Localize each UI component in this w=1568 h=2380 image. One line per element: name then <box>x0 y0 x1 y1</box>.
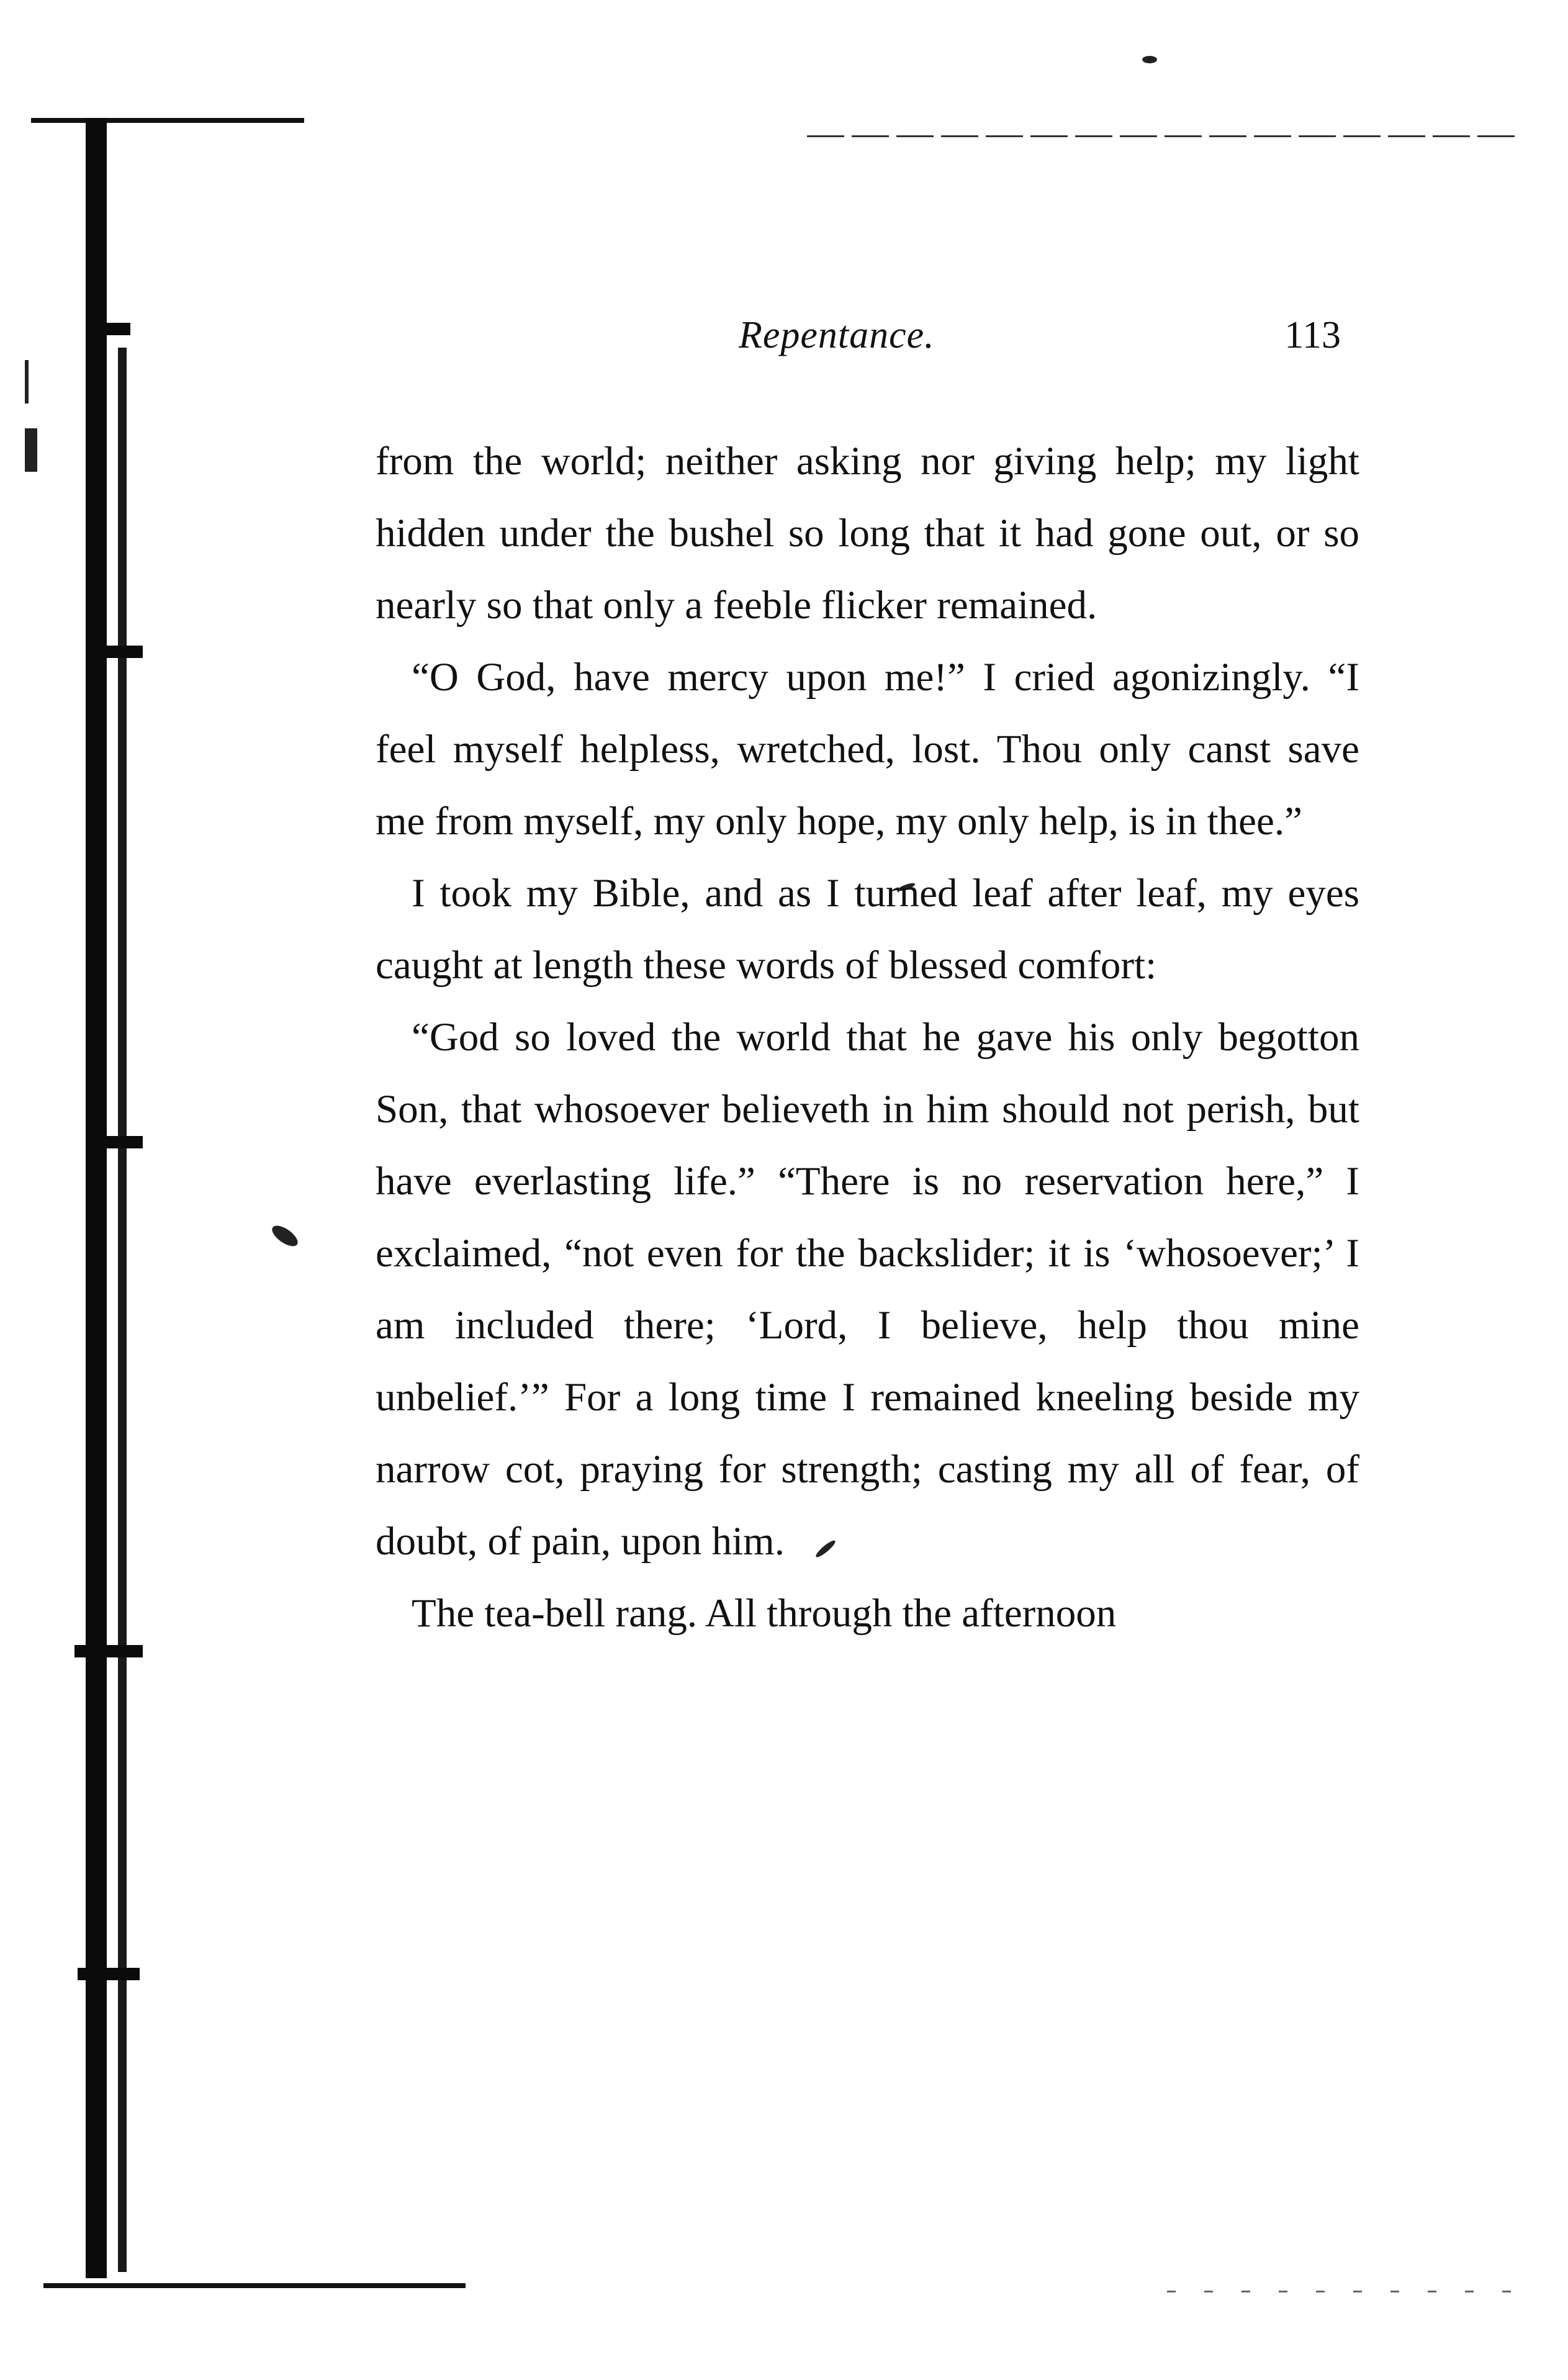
paragraph: I took my Bible, and as I turned leaf after leaf, my eyes caught at length these words of blessed comfort: <box>376 871 1359 988</box>
binding-tick <box>87 323 130 335</box>
scan-edge-top-left <box>31 118 304 123</box>
scan-speck <box>1142 56 1157 63</box>
binding-edge-inner <box>118 348 127 2272</box>
paragraph: from the world; neither asking nor giving help; my light hidden under the bushel so long that it had gone out, or so nearly so that only a feeble flicker remained. <box>376 439 1359 628</box>
scan-speck <box>269 1222 301 1250</box>
binding-tick <box>87 1136 143 1148</box>
scan-margin-mark <box>25 360 29 403</box>
body-text <box>376 425 1359 1649</box>
page-number: 113 <box>1284 314 1341 356</box>
paragraph: “God so loved the world that he gave his only begotton Son, that whosoever believeth in him should not perish, but have everlasting life.” “There is no reservation here,” I exclaimed, “not even for the backslider; it is ‘whosoever;’ I am included there; ‘Lord, I believe, help thou mine unbelief.’” For a long time I remained kneeling beside my narrow cot, praying for strength; casting my all of fear, of doubt, of pain, upon him. <box>376 1015 1359 1564</box>
binding-tick <box>74 1645 143 1657</box>
page-header <box>372 313 1341 363</box>
binding-edge <box>86 118 107 2278</box>
scan-rule-bottom-right <box>1167 2291 1515 2292</box>
paragraph: “O God, have mercy upon me!” I cried agonizingly. “I feel myself helpless, wretched, lost. Thou only canst save me from myself, my only hope, my only help, is in thee.” <box>376 655 1359 844</box>
paragraph: The tea-bell rang. All through the afternoon <box>412 1591 1117 1636</box>
binding-tick <box>87 646 143 658</box>
scan-margin-mark <box>25 428 37 472</box>
binding-tick <box>78 1968 140 1980</box>
scan-rule-top-right <box>807 135 1515 137</box>
scan-edge-bottom-left <box>43 2283 466 2288</box>
running-head: Repentance. <box>739 314 935 356</box>
